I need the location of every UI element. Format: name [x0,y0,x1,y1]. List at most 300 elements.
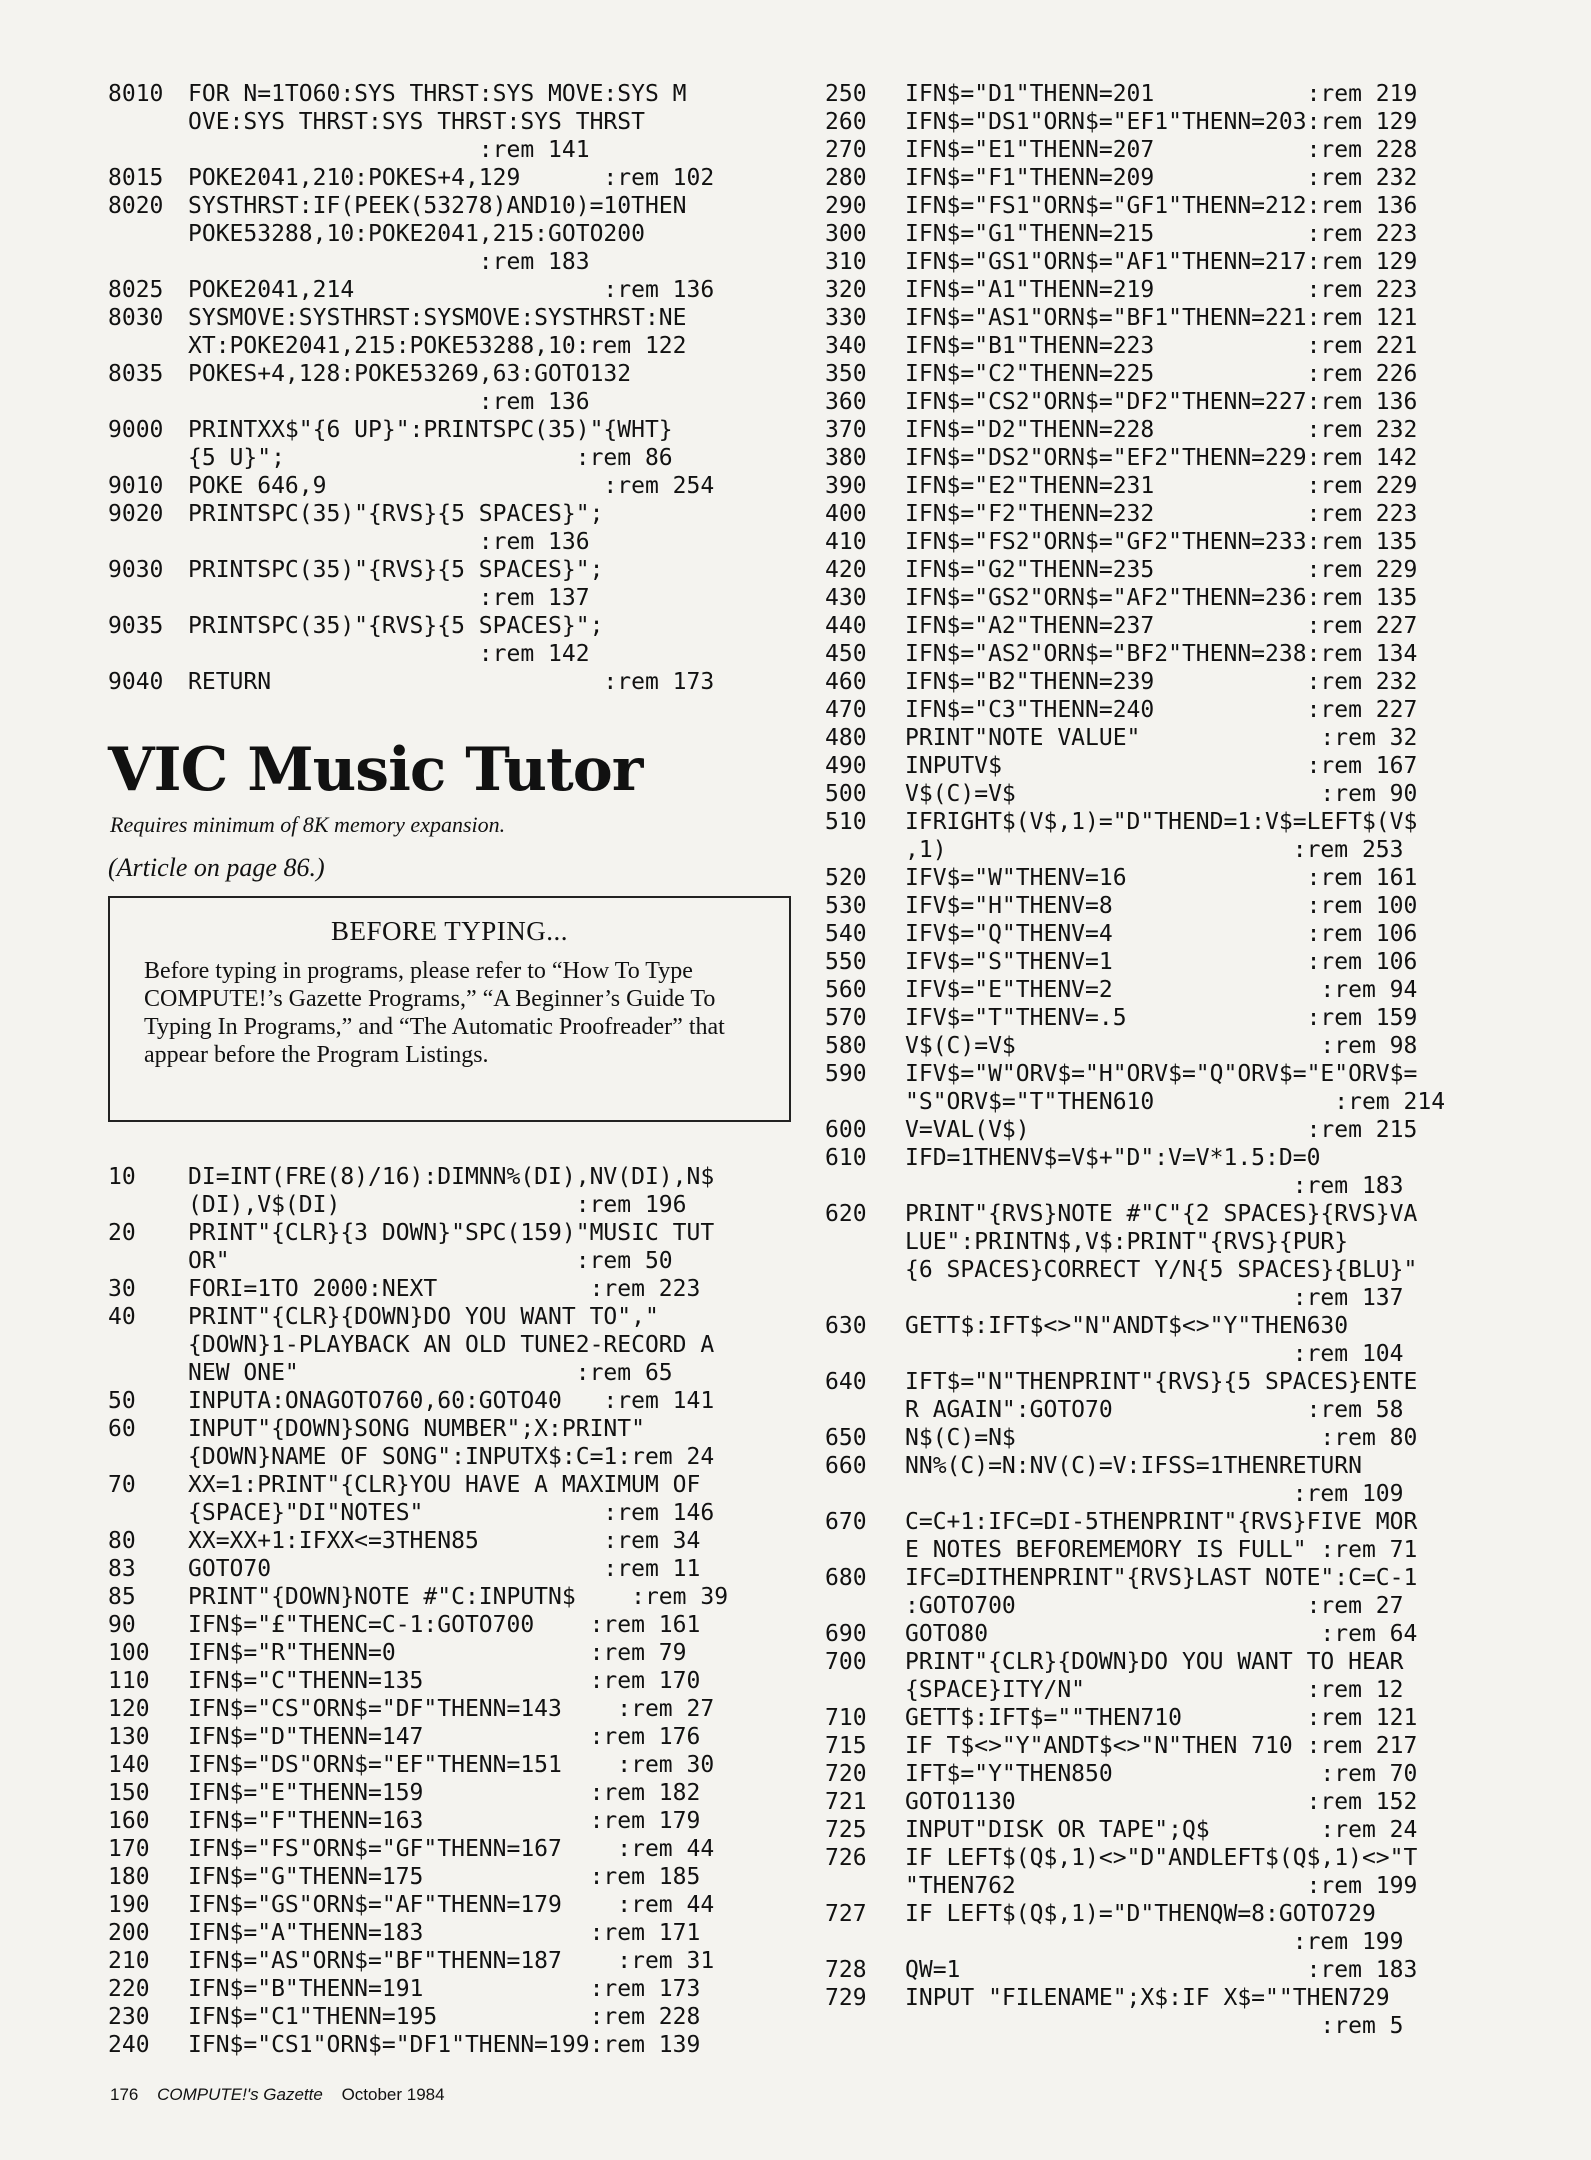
line-code: PRINT"NOTE VALUE" :rem 32 [905,725,1418,751]
line-code: {6 SPACES}CORRECT Y/N{5 SPACES}{BLU}" [905,1257,1418,1283]
program-line [825,808,1515,836]
line-code: PRINT"{DOWN}NOTE #"C:INPUTN$ :rem 39 [188,1584,729,1610]
line-number [108,1359,188,1387]
line-code: GOTO1130 :rem 152 [905,1789,1418,1815]
line-code: ,1) :rem 253 [905,837,1404,863]
program-line [108,1499,798,1527]
line-code: PRINTXX$"{6 UP}":PRINTSPC(35)"{WHT} [188,417,673,443]
line-number [825,1872,905,1900]
line-number: 330 [825,305,867,331]
program-line [108,2031,798,2059]
program-line [825,192,1515,220]
program-line [825,1172,1515,1200]
program-line [825,724,1515,752]
line-code: IFN$="AS1"ORN$="BF1"THENN=221:rem 121 [905,305,1418,331]
line-code: IFV$="H"THENV=8 :rem 100 [905,893,1418,919]
program-line [108,1863,798,1891]
program-line [825,1088,1515,1116]
line-code: INPUT "FILENAME";X$:IF X$=""THEN729 [905,1985,1390,2011]
program-line [108,1527,798,1555]
line-number: 390 [825,473,867,499]
line-code: IFN$="F"THENN=163 :rem 179 [188,1808,701,1834]
line-code: POKE 646,9 :rem 254 [188,473,715,499]
program-line [825,276,1515,304]
line-code: :GOTO700 :rem 27 [905,1593,1404,1619]
line-code: :rem 136 [188,389,590,415]
line-code: FORI=1TO 2000:NEXT :rem 223 [188,1276,701,1302]
program-line [825,1704,1515,1732]
line-number [108,1191,188,1219]
line-number: 710 [825,1705,867,1731]
line-code: DI=INT(FRE(8)/16):DIMNN%(DI),NV(DI),N$ [188,1164,715,1190]
line-number: 380 [825,445,867,471]
program-line [108,1667,798,1695]
program-line [108,1975,798,2003]
program-line [825,1900,1515,1928]
line-code: INPUTV$ :rem 167 [905,753,1418,779]
line-code: POKES+4,128:POKE53269,63:GOTO132 [188,361,632,387]
line-code: E NOTES BEFOREMEMORY IS FULL" :rem 71 [905,1537,1418,1563]
line-number [825,2012,905,2040]
line-code: :rem 183 [905,1173,1404,1199]
line-code: XT:POKE2041,215:POKE53288,10:rem 122 [188,333,687,359]
program-line [108,1779,798,1807]
program-line [825,1312,1515,1340]
line-code: IFV$="W"ORV$="H"ORV$="Q"ORV$="E"ORV$= [905,1061,1418,1087]
line-number [825,1676,905,1704]
line-code: :rem 141 [188,137,590,163]
program-line [108,1639,798,1667]
program-line [825,668,1515,696]
line-number: 715 [825,1733,867,1759]
line-number: 20 [108,1220,136,1246]
program-line [108,1947,798,1975]
program-line [108,1163,798,1191]
line-number: 280 [825,165,867,191]
line-number: 350 [825,361,867,387]
program-line [825,976,1515,1004]
line-code: {DOWN}1-PLAYBACK AN OLD TUNE2-RECORD A [188,1332,715,1358]
line-number [108,136,188,164]
program-line [108,1807,798,1835]
program-line [108,1583,798,1611]
program-line [825,1928,1515,1956]
line-code: IF T$<>"Y"ANDT$<>"N"THEN 710 :rem 217 [905,1733,1418,1759]
program-line [825,2012,1515,2040]
program-listing-left [108,1163,798,2059]
line-number [825,1284,905,1312]
line-code: (DI),V$(DI) :rem 196 [188,1192,687,1218]
line-number: 9000 [108,417,164,443]
line-code: IFV$="E"THENV=2 :rem 94 [905,977,1418,1003]
line-code: PRINT"{CLR}{3 DOWN}"SPC(159)"MUSIC TUT [188,1220,715,1246]
line-number: 50 [108,1388,136,1414]
line-code: IFN$="AS"ORN$="BF"THENN=187 :rem 31 [188,1948,715,1974]
line-code: IFRIGHT$(V$,1)="D"THEND=1:V$=LEFT$(V$ [905,809,1418,835]
line-number: 130 [108,1724,150,1750]
line-number: 150 [108,1780,150,1806]
line-code: INPUT"DISK OR TAPE";Q$ :rem 24 [905,1817,1418,1843]
line-number [825,1536,905,1564]
article-reference: (Article on page 86.) [108,853,325,882]
line-number: 120 [108,1696,150,1722]
line-code: "S"ORV$="T"THEN610 :rem 214 [905,1089,1446,1115]
line-code: IFN$="C2"THENN=225 :rem 226 [905,361,1418,387]
line-code: IFN$="GS1"ORN$="AF1"THENN=217:rem 129 [905,249,1418,275]
program-line [108,528,798,556]
program-line [825,752,1515,780]
line-number: 180 [108,1864,150,1890]
program-line [825,1788,1515,1816]
line-number: 450 [825,641,867,667]
line-code: PRINT"{CLR}{DOWN}DO YOU WANT TO HEAR [905,1649,1404,1675]
program-line [825,1956,1515,1984]
program-line [108,1219,798,1247]
program-line [108,556,798,584]
line-code: IFN$="FS1"ORN$="GF1"THENN=212:rem 136 [905,193,1418,219]
line-number [108,444,188,472]
line-code: IFN$="A1"THENN=219 :rem 223 [905,277,1418,303]
line-number: 670 [825,1509,867,1535]
program-line [825,1816,1515,1844]
line-number: 90 [108,1612,136,1638]
line-number [108,584,188,612]
line-code: IFN$="F1"THENN=209 :rem 232 [905,165,1418,191]
line-code: :rem 137 [188,585,590,611]
line-code: IFN$="FS"ORN$="GF"THENN=167 :rem 44 [188,1836,715,1862]
program-line [108,444,798,472]
line-number [108,528,188,556]
line-code: :rem 109 [905,1481,1404,1507]
line-number: 10 [108,1164,136,1190]
program-line [108,1247,798,1275]
line-code: IFN$="G"THENN=175 :rem 185 [188,1864,701,1890]
line-code: IFN$="D1"THENN=201 :rem 219 [905,81,1418,107]
program-line [825,108,1515,136]
line-code: :rem 5 [905,2013,1404,2039]
program-line [108,668,798,696]
line-number: 490 [825,753,867,779]
line-code: IF LEFT$(Q$,1)<>"D"ANDLEFT$(Q$,1)<>"T [905,1845,1418,1871]
line-code: IFT$="Y"THEN850 :rem 70 [905,1761,1418,1787]
line-number: 30 [108,1276,136,1302]
line-number: 725 [825,1817,867,1843]
program-line [825,1144,1515,1172]
program-line [825,864,1515,892]
line-number: 290 [825,193,867,219]
line-number: 510 [825,809,867,835]
program-line [108,1303,798,1331]
line-number: 700 [825,1649,867,1675]
line-number: 500 [825,781,867,807]
line-code: POKE53288,10:POKE2041,215:GOTO200 [188,221,645,247]
line-number [825,1256,905,1284]
line-number: 620 [825,1201,867,1227]
line-code: :rem 142 [188,641,590,667]
program-line [825,472,1515,500]
line-code: :rem 137 [905,1285,1404,1311]
line-number: 580 [825,1033,867,1059]
program-line [825,1676,1515,1704]
line-code: OVE:SYS THRST:SYS THRST:SYS THRST [188,109,645,135]
line-code: IFN$="AS2"ORN$="BF2"THENN=238:rem 134 [905,641,1418,667]
line-code: :rem 199 [905,1929,1404,1955]
program-line [825,164,1515,192]
line-number: 160 [108,1808,150,1834]
line-number: 600 [825,1117,867,1143]
line-code: IFN$="C"THENN=135 :rem 170 [188,1668,701,1694]
program-line [108,1695,798,1723]
line-code: IFV$="S"THENV=1 :rem 106 [905,949,1418,975]
line-number: 310 [825,249,867,275]
line-number: 660 [825,1453,867,1479]
program-line [825,1592,1515,1620]
line-number: 9030 [108,557,164,583]
program-line [108,276,798,304]
line-code: NEW ONE" :rem 65 [188,1360,673,1386]
line-code: IFN$="F2"THENN=232 :rem 223 [905,501,1418,527]
line-code: IFN$="D"THENN=147 :rem 176 [188,1724,701,1750]
line-number: 320 [825,277,867,303]
program-line [825,1508,1515,1536]
program-line [825,1116,1515,1144]
program-line [825,1480,1515,1508]
line-number: 70 [108,1472,136,1498]
issue-date: October 1984 [341,2085,445,2104]
line-code: IF LEFT$(Q$,1)="D"THENQW=8:GOTO729 [905,1901,1376,1927]
before-typing-text: Before typing in programs, please refer to “How To Type COMPUTE!’s Gazette Programs,” “A Beginner’s Guide To Typing In Programs,” and “The Automatic Proofreader” that appear before the Program Listings. [144,958,725,1068]
program-line [108,584,798,612]
line-number: 85 [108,1584,136,1610]
program-line [108,1443,798,1471]
line-code: :rem 183 [188,249,590,275]
program-line [108,2003,798,2031]
program-line [108,1891,798,1919]
line-number: 8030 [108,305,164,331]
line-code: IFD=1THENV$=V$+"D":V=V*1.5:D=0 [905,1145,1321,1171]
program-line [825,696,1515,724]
line-number [108,1247,188,1275]
line-code: PRINTSPC(35)"{RVS}{5 SPACES}"; [188,613,604,639]
line-code: PRINTSPC(35)"{RVS}{5 SPACES}"; [188,501,604,527]
line-number: 721 [825,1789,867,1815]
program-line [108,612,798,640]
line-number [825,836,905,864]
line-code: GOTO70 :rem 11 [188,1556,701,1582]
line-number [825,1480,905,1508]
line-code: IFN$="DS2"ORN$="EF2"THENN=229:rem 142 [905,445,1418,471]
program-line [825,1060,1515,1088]
line-number: 590 [825,1061,867,1087]
program-line [108,1555,798,1583]
line-number: 270 [825,137,867,163]
program-line [108,1387,798,1415]
program-line [108,500,798,528]
program-listing-top [108,80,798,696]
line-code: IFN$="CS1"ORN$="DF1"THENN=199:rem 139 [188,2032,701,2058]
line-number: 570 [825,1005,867,1031]
line-code: IFN$="DS"ORN$="EF"THENN=151 :rem 30 [188,1752,715,1778]
program-line [825,1564,1515,1592]
line-number: 170 [108,1836,150,1862]
program-line [825,612,1515,640]
program-line [108,640,798,668]
line-number: 430 [825,585,867,611]
program-line [825,1872,1515,1900]
program-line [825,388,1515,416]
line-code: IFV$="W"THENV=16 :rem 161 [905,865,1418,891]
line-number [825,1340,905,1368]
line-code: V=VAL(V$) :rem 215 [905,1117,1418,1143]
line-code: {DOWN}NAME OF SONG":INPUTX$:C=1:rem 24 [188,1444,715,1470]
line-code: INPUT"{DOWN}SONG NUMBER";X:PRINT" [188,1416,645,1442]
program-line [825,920,1515,948]
program-line [825,1228,1515,1256]
line-number: 60 [108,1416,136,1442]
line-number: 728 [825,1957,867,1983]
line-number [825,1592,905,1620]
line-code: C=C+1:IFC=DI-5THENPRINT"{RVS}FIVE MOR [905,1509,1418,1535]
line-number: 140 [108,1752,150,1778]
line-number: 400 [825,501,867,527]
line-number: 300 [825,221,867,247]
program-line [825,500,1515,528]
line-code: IFN$="E2"THENN=231 :rem 229 [905,473,1418,499]
program-line [108,192,798,220]
program-line [108,1471,798,1499]
line-code: IFN$="D2"THENN=228 :rem 232 [905,417,1418,443]
program-line [825,1648,1515,1676]
program-line [825,1536,1515,1564]
line-number [108,248,188,276]
program-line [825,332,1515,360]
line-code: GETT$:IFT$<>"N"ANDT$<>"Y"THEN630 [905,1313,1349,1339]
line-number: 470 [825,697,867,723]
line-number: 420 [825,557,867,583]
line-number: 610 [825,1145,867,1171]
program-line [825,584,1515,612]
line-number: 680 [825,1565,867,1591]
program-line [825,80,1515,108]
line-number: 630 [825,1313,867,1339]
program-line [108,472,798,500]
line-number: 520 [825,865,867,891]
line-number: 440 [825,613,867,639]
program-line [825,1424,1515,1452]
line-code: IFN$="£"THENC=C-1:GOTO700 :rem 161 [188,1612,701,1638]
line-number [108,1443,188,1471]
line-number: 530 [825,893,867,919]
line-code: PRINT"{RVS}NOTE #"C"{2 SPACES}{RVS}VA [905,1201,1418,1227]
magazine-name: COMPUTE!'s Gazette [157,2085,323,2104]
line-code: PRINTSPC(35)"{RVS}{5 SPACES}"; [188,557,604,583]
line-number: 726 [825,1845,867,1871]
line-number [825,1396,905,1424]
line-number [108,640,188,668]
line-number: 9035 [108,613,164,639]
page-number: 176 [110,2085,139,2104]
program-line [108,80,798,108]
program-line [108,1611,798,1639]
line-number [108,388,188,416]
program-line [108,1275,798,1303]
line-number: 480 [825,725,867,751]
line-number: 8015 [108,165,164,191]
line-code: {SPACE}"DI"NOTES" :rem 146 [188,1500,715,1526]
program-line [108,136,798,164]
line-code: QW=1 :rem 183 [905,1957,1418,1983]
line-code: IFN$="C3"THENN=240 :rem 227 [905,697,1418,723]
line-number: 8010 [108,81,164,107]
line-code: PRINT"{CLR}{DOWN}DO YOU WANT TO"," [188,1304,659,1330]
line-number: 360 [825,389,867,415]
line-number: 340 [825,333,867,359]
program-line [108,388,798,416]
line-code: R AGAIN":GOTO70 :rem 58 [905,1397,1404,1423]
program-line [108,248,798,276]
line-number: 9010 [108,473,164,499]
program-line [825,1452,1515,1480]
line-number: 560 [825,977,867,1003]
line-number: 220 [108,1976,150,2002]
line-code: LUE":PRINTN$,V$:PRINT"{RVS}{PUR} [905,1229,1349,1255]
program-line [825,1732,1515,1760]
program-line [825,1200,1515,1228]
line-code: IFN$="E"THENN=159 :rem 182 [188,1780,701,1806]
line-code: IFN$="B1"THENN=223 :rem 221 [905,333,1418,359]
program-line [825,528,1515,556]
program-line [108,1191,798,1219]
program-line [825,1760,1515,1788]
line-code: RETURN :rem 173 [188,669,715,695]
line-number [825,1928,905,1956]
line-code: "THEN762 :rem 199 [905,1873,1418,1899]
program-line [108,1359,798,1387]
program-line [108,1751,798,1779]
program-line [108,416,798,444]
program-line [825,1004,1515,1032]
line-number: 690 [825,1621,867,1647]
line-code: IFN$="A"THENN=183 :rem 171 [188,1920,701,1946]
line-code: IFV$="Q"THENV=4 :rem 106 [905,921,1418,947]
line-code: IFN$="A2"THENN=237 :rem 227 [905,613,1418,639]
line-number [825,1228,905,1256]
program-line [825,640,1515,668]
line-code: OR" :rem 50 [188,1248,673,1274]
program-line [108,108,798,136]
program-line [825,248,1515,276]
line-number: 8025 [108,277,164,303]
program-line [825,948,1515,976]
line-number: 230 [108,2004,150,2030]
before-typing-box [108,896,791,1122]
line-code: NN%(C)=N:NV(C)=V:IFSS=1THENRETURN [905,1453,1362,1479]
line-code: :rem 136 [188,529,590,555]
program-line [108,220,798,248]
line-number: 190 [108,1892,150,1918]
program-listing-right [825,80,1515,2040]
line-code: IFN$="FS2"ORN$="GF2"THENN=233:rem 135 [905,529,1418,555]
line-number: 727 [825,1901,867,1927]
program-line [825,836,1515,864]
line-code: IFN$="R"THENN=0 :rem 79 [188,1640,687,1666]
line-number: 83 [108,1556,136,1582]
line-code: IFN$="G2"THENN=235 :rem 229 [905,557,1418,583]
program-line [825,892,1515,920]
line-number: 410 [825,529,867,555]
program-line [825,1396,1515,1424]
line-number: 460 [825,669,867,695]
